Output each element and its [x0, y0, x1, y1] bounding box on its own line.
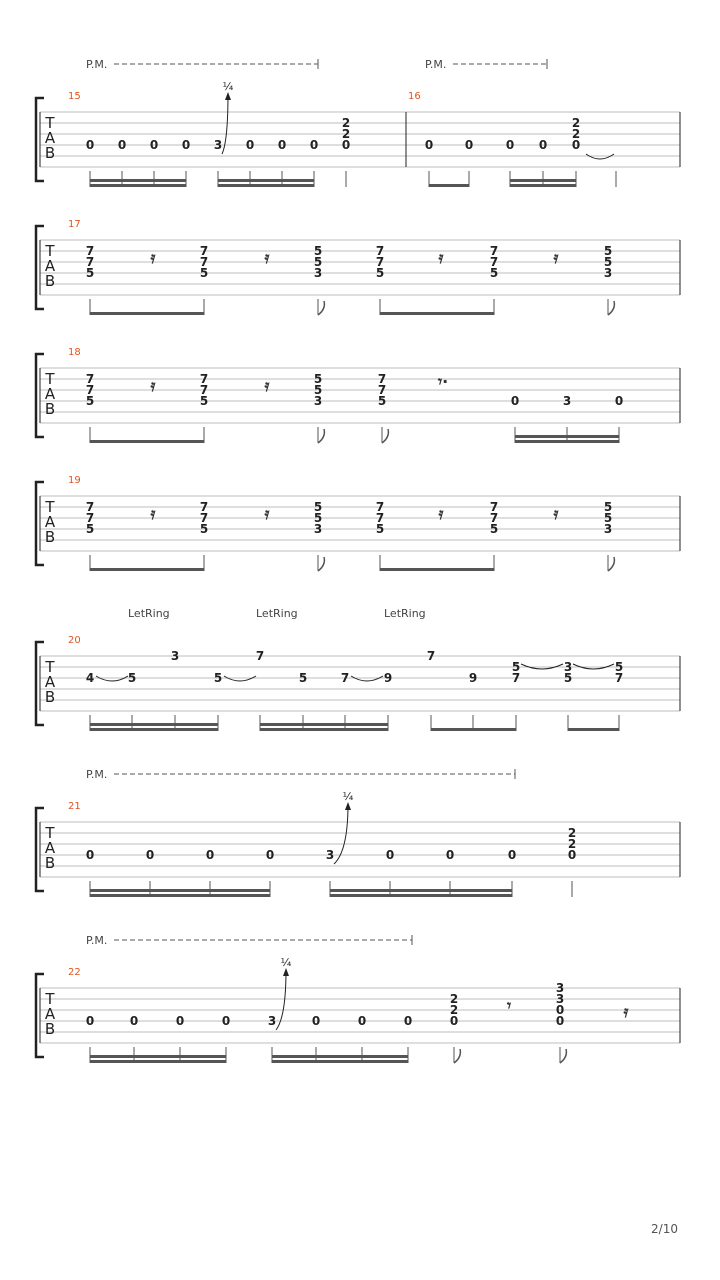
fret-number: 7 [255, 649, 265, 663]
tab-systems [36, 58, 680, 1063]
fret-number: 2 [571, 116, 581, 130]
note-flag [382, 429, 388, 443]
fret-number: 3 [313, 522, 323, 536]
note-beam [330, 889, 512, 892]
fret-number: 7 [375, 511, 385, 525]
fret-number: 0 [357, 1014, 367, 1028]
note-beam [90, 728, 218, 731]
tab-clef-letter: T [45, 824, 55, 842]
tab-clef-letter: T [45, 990, 55, 1008]
fret-number: 9 [383, 671, 393, 685]
fret-number: 0 [555, 1003, 565, 1017]
fret-number: 2 [567, 826, 577, 840]
fret-number: 7 [85, 372, 95, 386]
note-beam [90, 312, 204, 315]
fret-number: 2 [341, 116, 351, 130]
fret-number: 5 [85, 522, 95, 536]
measure-number: 20 [68, 635, 81, 646]
fret-number: 7 [375, 500, 385, 514]
bend-amount-label: ¼ [222, 80, 234, 93]
tab-clef-letter: A [44, 129, 56, 147]
fret-number: 0 [538, 138, 548, 152]
fret-number: 0 [309, 138, 319, 152]
fret-number: 3 [603, 266, 613, 280]
tab-clef-letter: T [45, 370, 55, 388]
note-beam [380, 568, 494, 571]
tab-clef-letter: A [44, 513, 56, 531]
tab-clef-letter: B [44, 854, 56, 872]
fret-number: 5 [313, 500, 323, 514]
fret-number: 7 [85, 244, 95, 258]
fret-number: 0 [245, 138, 255, 152]
fret-number: 2 [341, 127, 351, 141]
fret-number: 7 [199, 383, 209, 397]
measure-number: 16 [408, 91, 421, 102]
note-flag [454, 1049, 460, 1063]
fret-number: 0 [175, 1014, 185, 1028]
tab-clef-letter: B [44, 144, 56, 162]
let-ring-label: LetRing [128, 607, 170, 620]
fret-number: 5 [375, 522, 385, 536]
note-beam [90, 568, 204, 571]
note-beam [510, 179, 576, 182]
fret-number: 7 [85, 383, 95, 397]
note-beam [515, 440, 619, 443]
fret-number: 7 [199, 511, 209, 525]
let-ring-label: LetRing [384, 607, 426, 620]
fret-number: 3 [325, 848, 335, 862]
fret-number: 5 [313, 383, 323, 397]
note-beam [218, 179, 314, 182]
tab-clef-letter: T [45, 658, 55, 676]
note-flag [318, 429, 324, 443]
note-beam [90, 723, 218, 726]
fret-number: 0 [341, 138, 351, 152]
note-beam [330, 894, 512, 897]
fret-number: 7 [375, 255, 385, 269]
rest-symbol: 𝄿 [264, 504, 270, 523]
fret-number: 5 [511, 660, 521, 674]
tab-system [36, 934, 680, 1063]
tab-clef-letter: B [44, 528, 56, 546]
tab-system [36, 475, 680, 571]
fret-number: 5 [313, 255, 323, 269]
fret-number: 5 [603, 244, 613, 258]
fret-number: 5 [563, 671, 573, 685]
tab-clef-letter: T [45, 498, 55, 516]
fret-number: 5 [213, 671, 223, 685]
fret-number: 0 [129, 1014, 139, 1028]
fret-number: 2 [449, 1003, 459, 1017]
measure-number: 22 [68, 967, 81, 978]
fret-number: 4 [85, 671, 95, 685]
fret-number: 0 [149, 138, 159, 152]
fret-number: 3 [313, 266, 323, 280]
tab-clef-letter: B [44, 1020, 56, 1038]
fret-number: 0 [277, 138, 287, 152]
measure-number: 15 [68, 91, 81, 102]
fret-number: 0 [85, 1014, 95, 1028]
fret-number: 5 [85, 394, 95, 408]
fret-number: 7 [199, 244, 209, 258]
rest-symbol: 𝄿 [438, 248, 444, 267]
note-beam [568, 728, 619, 731]
tab-clef-letter: A [44, 1005, 56, 1023]
tab-system [36, 347, 680, 443]
fret-number: 0 [265, 848, 275, 862]
fret-number: 7 [614, 671, 624, 685]
fret-number: 2 [571, 127, 581, 141]
fret-number: 0 [505, 138, 515, 152]
fret-number: 7 [375, 244, 385, 258]
fret-number: 5 [603, 500, 613, 514]
fret-number: 0 [403, 1014, 413, 1028]
note-beam [272, 1060, 408, 1063]
note-beam [431, 728, 516, 731]
tab-system [36, 58, 680, 187]
fret-number: 7 [199, 500, 209, 514]
fret-number: 5 [489, 266, 499, 280]
rest-symbol: 𝄿 [553, 248, 559, 267]
fret-number: 5 [313, 511, 323, 525]
fret-number: 5 [298, 671, 308, 685]
bend-amount-label: ¼ [280, 956, 292, 969]
fret-number: 5 [603, 511, 613, 525]
note-beam [90, 440, 204, 443]
fret-number: 0 [117, 138, 127, 152]
fret-number: 0 [614, 394, 624, 408]
palm-mute-label: P.M. [86, 58, 108, 71]
fret-number: 7 [85, 511, 95, 525]
measure-number: 18 [68, 347, 81, 358]
fret-number: 3 [555, 981, 565, 995]
note-beam [515, 435, 619, 438]
fret-number: 5 [603, 255, 613, 269]
fret-number: 9 [468, 671, 478, 685]
fret-number: 0 [555, 1014, 565, 1028]
fret-number: 3 [170, 649, 180, 663]
tab-system [36, 219, 680, 315]
bend-arrow [283, 968, 289, 976]
note-beam [90, 1060, 226, 1063]
fret-number: 7 [426, 649, 436, 663]
fret-number: 0 [507, 848, 517, 862]
fret-number: 5 [377, 394, 387, 408]
bend-amount-label: ¼ [342, 790, 354, 803]
rest-symbol: 𝄿 [623, 1002, 629, 1021]
rest-symbol: 𝄿 [438, 504, 444, 523]
fret-number: 0 [385, 848, 395, 862]
tab-system [36, 607, 680, 731]
note-flag [318, 557, 324, 571]
fret-number: 0 [567, 848, 577, 862]
tab-clef-letter: A [44, 385, 56, 403]
palm-mute-label: P.M. [86, 768, 108, 781]
fret-number: 0 [311, 1014, 321, 1028]
fret-number: 7 [340, 671, 350, 685]
fret-number: 5 [614, 660, 624, 674]
measure-number: 17 [68, 219, 81, 230]
tab-clef-letter: B [44, 688, 56, 706]
measure-number: 21 [68, 801, 81, 812]
bend-arrow [225, 92, 231, 100]
tab-clef-letter: T [45, 114, 55, 132]
fret-number: 7 [199, 255, 209, 269]
fret-number: 7 [377, 383, 387, 397]
fret-number: 0 [85, 848, 95, 862]
fret-number: 3 [562, 394, 572, 408]
let-ring-label: LetRing [256, 607, 298, 620]
page-number: 2/10 [651, 1222, 678, 1236]
note-beam [260, 723, 388, 726]
fret-number: 7 [85, 500, 95, 514]
fret-number: 0 [445, 848, 455, 862]
fret-number: 7 [489, 500, 499, 514]
note-beam [90, 894, 270, 897]
fret-number: 5 [199, 266, 209, 280]
tab-clef-letter: A [44, 257, 56, 275]
fret-number: 5 [489, 522, 499, 536]
tab-clef-letter: A [44, 673, 56, 691]
fret-number: 3 [563, 660, 573, 674]
fret-number: 5 [199, 394, 209, 408]
tab-system [36, 768, 680, 897]
note-flag [608, 557, 614, 571]
rest-symbol: 𝄿 [553, 504, 559, 523]
fret-number: 0 [424, 138, 434, 152]
fret-number: 0 [449, 1014, 459, 1028]
rest-symbol: 𝄿 [264, 376, 270, 395]
palm-mute-label: P.M. [86, 934, 108, 947]
fret-number: 0 [181, 138, 191, 152]
rest-symbol: 𝄿 [150, 248, 156, 267]
note-beam [380, 312, 494, 315]
fret-number: 5 [375, 266, 385, 280]
fret-number: 3 [555, 992, 565, 1006]
rest-symbol: 𝄿 [150, 504, 156, 523]
fret-number: 0 [464, 138, 474, 152]
fret-number: 5 [199, 522, 209, 536]
fret-number: 0 [221, 1014, 231, 1028]
fret-number: 5 [313, 244, 323, 258]
tab-clef-letter: B [44, 400, 56, 418]
rest-symbol: 𝄿 [150, 376, 156, 395]
fret-number: 7 [377, 372, 387, 386]
note-beam [218, 184, 314, 187]
note-flag [608, 301, 614, 315]
fret-number: 3 [213, 138, 223, 152]
measure-number: 19 [68, 475, 81, 486]
fret-number: 2 [567, 837, 577, 851]
tab-clef-letter: T [45, 242, 55, 260]
palm-mute-label: P.M. [425, 58, 447, 71]
bend-arrow [345, 802, 351, 810]
note-beam [90, 1055, 226, 1058]
fret-number: 2 [449, 992, 459, 1006]
fret-number: 7 [511, 671, 521, 685]
rest-symbol: 𝄾· [437, 372, 449, 391]
fret-number: 0 [571, 138, 581, 152]
rest-symbol: 𝄿 [264, 248, 270, 267]
fret-number: 5 [313, 372, 323, 386]
note-beam [429, 184, 469, 187]
note-beam [90, 889, 270, 892]
note-beam [510, 184, 576, 187]
fret-number: 7 [199, 372, 209, 386]
fret-number: 3 [313, 394, 323, 408]
fret-number: 7 [489, 244, 499, 258]
fret-number: 7 [489, 255, 499, 269]
fret-number: 0 [510, 394, 520, 408]
fret-number: 3 [267, 1014, 277, 1028]
note-beam [90, 179, 186, 182]
fret-number: 0 [205, 848, 215, 862]
fret-number: 0 [145, 848, 155, 862]
fret-number: 7 [489, 511, 499, 525]
tab-clef-letter: A [44, 839, 56, 857]
fret-number: 5 [127, 671, 137, 685]
note-flag [560, 1049, 566, 1063]
fret-number: 3 [603, 522, 613, 536]
tab-clef-letter: B [44, 272, 56, 290]
rest-symbol: 𝄾 [506, 996, 512, 1015]
fret-number: 0 [85, 138, 95, 152]
note-beam [272, 1055, 408, 1058]
fret-number: 7 [85, 255, 95, 269]
note-beam [260, 728, 388, 731]
fret-number: 5 [85, 266, 95, 280]
note-flag [318, 301, 324, 315]
note-beam [90, 184, 186, 187]
